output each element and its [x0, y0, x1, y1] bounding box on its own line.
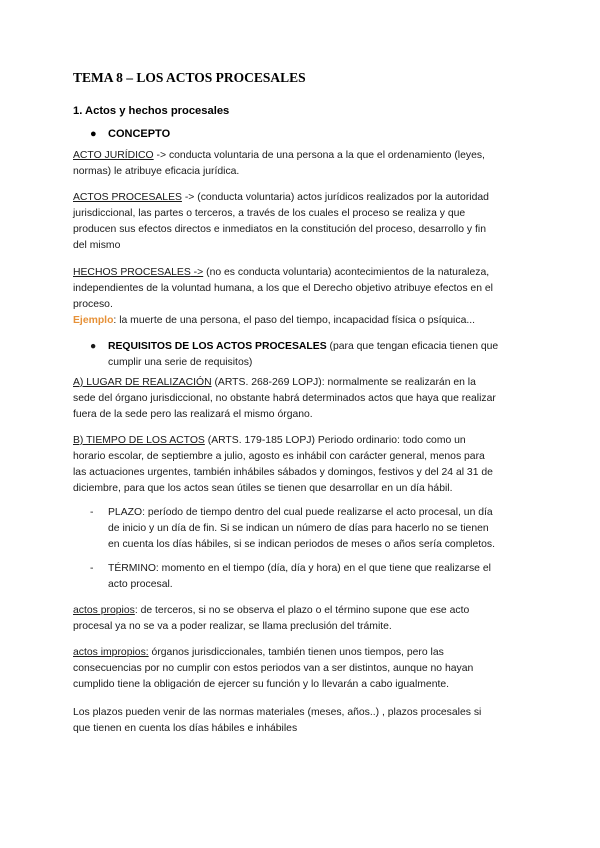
- term-tiempo: B) TIEMPO DE LOS ACTOS: [73, 435, 205, 446]
- section-heading: 1. Actos y hechos procesales: [73, 105, 230, 117]
- bullet-icon: ●: [90, 341, 97, 352]
- term-actos-procesales: ACTOS PROCESALES: [73, 192, 182, 203]
- document-page: TEMA 8 – LOS ACTOS PROCESALES 1. Actos y hechos procesales ● CONCEPTO ACTO JURÍDICO -> conducta voluntaria de una persona a la que el ordenamiento (leyes, normas) le atribuye eficacia jurídica. ACTOS PROCESALES -> (conducta voluntaria) actos jurídicos realizados por la autoridad jurisdiccional, las partes o terceros, a través de los cuales el proceso se realiza y que producen sus efectos directos e inmediatos en la constitución del proceso, desarrollo y fin del mismo HECHOS PROCESALES -> (no es conducta voluntaria) acontecimientos de la naturaleza, independientes de la voluntad humana, a los que el Derecho objetivo atribuye efectos en el proceso. Ejemplo: la muerte de una persona, el paso del tiempo, incapacidad física o psíquica... ● REQUISITOS DE LOS ACTOS PROCESALES (para que tengan eficacia tienen que cumplir una serie de requisitos) A) LUGAR DE REALIZACIÓN (ARTS. 268-269 LOPJ): normalmente se realizarán en la sede del órgano jurisdiccional, no obstante habrá determinados actos que haya que realizar fuera de la sede pero las realizará el mismo órgano. B) TIEMPO DE LOS ACTOS (ARTS. 179-185 LOPJ) Periodo ordinario: todo como un horario escolar, de septiembre a julio, agosto es inhábil con carácter general, menos para las actuaciones urgentes, también inhábiles sábados y domingos, festivos y del 24 al 31 de diciembre, para que los actos sean útiles se tienen que desarrollar en un día hábil. - PLAZO: período de tiempo dentro del cual puede realizarse el acto procesal, un día de inicio y un día de fin. Si se indican un número de días para hacerlo no se tienen en cuenta los días hábiles, si se indican periodos de meses o años sería completos. - TÉRMINO: momento en el tiempo (día, día y hora) en el que tiene que realizarse el acto procesal. actos propios: de terceros, si no se observa el plazo o el término supone que ese acto procesal ya no se va a poder realizar, se llama preclusión del trámite. actos impropios: órganos jurisdiccionales, también tienen unos tiempos, pero las consecuencias por no cumplir con estos periodos van a ser distintos, aunque no hayan cumplido tiene la obligación de ejercer su función y lo llevarán a cabo igualmente. Los plazos pueden venir de las normas materiales (meses, años..) , plazos procesales si que tienen en cuenta los días hábiles e inhábiles: [0, 0, 600, 848]
- example-label: Ejemplo: [73, 315, 114, 326]
- paragraph-plazos: Los plazos pueden venir de las normas materiales (meses, años..) , plazos procesales si que tienen en cuenta los días hábiles e inhábiles: [73, 707, 482, 734]
- paragraph-tiempo: B) TIEMPO DE LOS ACTOS (ARTS. 179-185 LOPJ) Periodo ordinario: todo como un horario escolar, de septiembre a julio, agosto es inhábil con carácter general, menos para las actuaciones urgentes, también inhábiles sábados y domingos, festivos y del 24 al 31 de diciembre, para que los actos sean útiles se tienen que desarrollar en un día hábil.: [73, 435, 493, 494]
- page-title: TEMA 8 – LOS ACTOS PROCESALES: [73, 70, 306, 85]
- paragraph-actos-impropios: actos impropios: órganos jurisdiccionales, también tienen unos tiempos, pero las consecuencias por no cumplir con estos periodos van a ser distintos, aunque no hayan cumplido tiene la obligación de ejercer su función y lo llevarán a cabo igualmente.: [73, 647, 474, 690]
- term-acto-juridico: ACTO JURÍDICO: [73, 150, 154, 161]
- paragraph-hechos-procesales: HECHOS PROCESALES -> (no es conducta voluntaria) acontecimientos de la naturaleza, independientes de la voluntad humana, a los que el Derecho objetivo atribuye efectos en el proceso. Ejemplo: la muerte de una persona, el paso del tiempo, incapacidad física o psíquica...: [73, 267, 493, 326]
- paragraph-actos-propios: actos propios: de terceros, si no se observa el plazo o el término supone que ese acto procesal ya no se va a poder realizar, se llama preclusión del trámite.: [73, 605, 470, 632]
- term-hechos-procesales: HECHOS PROCESALES: [73, 267, 191, 278]
- term-actos-propios: actos propios: [73, 605, 135, 616]
- paragraph-acto-juridico: ACTO JURÍDICO -> conducta voluntaria de una persona a la que el ordenamiento (leyes, normas) le atribuye eficacia jurídica.: [73, 150, 485, 177]
- bullet-concepto: ● CONCEPTO: [90, 128, 171, 140]
- term-lugar: A) LUGAR DE REALIZACIÓN: [73, 377, 212, 388]
- paragraph-lugar: A) LUGAR DE REALIZACIÓN (ARTS. 268-269 LOPJ): normalmente se realizarán en la sede del órgano jurisdiccional, no obstante habrá determinados actos que haya que realizar fuera de la sede pero las realizará el mismo órgano.: [73, 377, 496, 420]
- paragraph-actos-procesales: ACTOS PROCESALES -> (conducta voluntaria) actos jurídicos realizados por la autoridad jurisdiccional, las partes o terceros, a través de los cuales el proceso se realiza y que producen sus efectos directos e inmediatos en la constitución del proceso, desarrollo y fin del mismo: [73, 192, 489, 251]
- term-actos-impropios: actos impropios:: [73, 647, 149, 658]
- bullet-icon: ●: [90, 128, 97, 140]
